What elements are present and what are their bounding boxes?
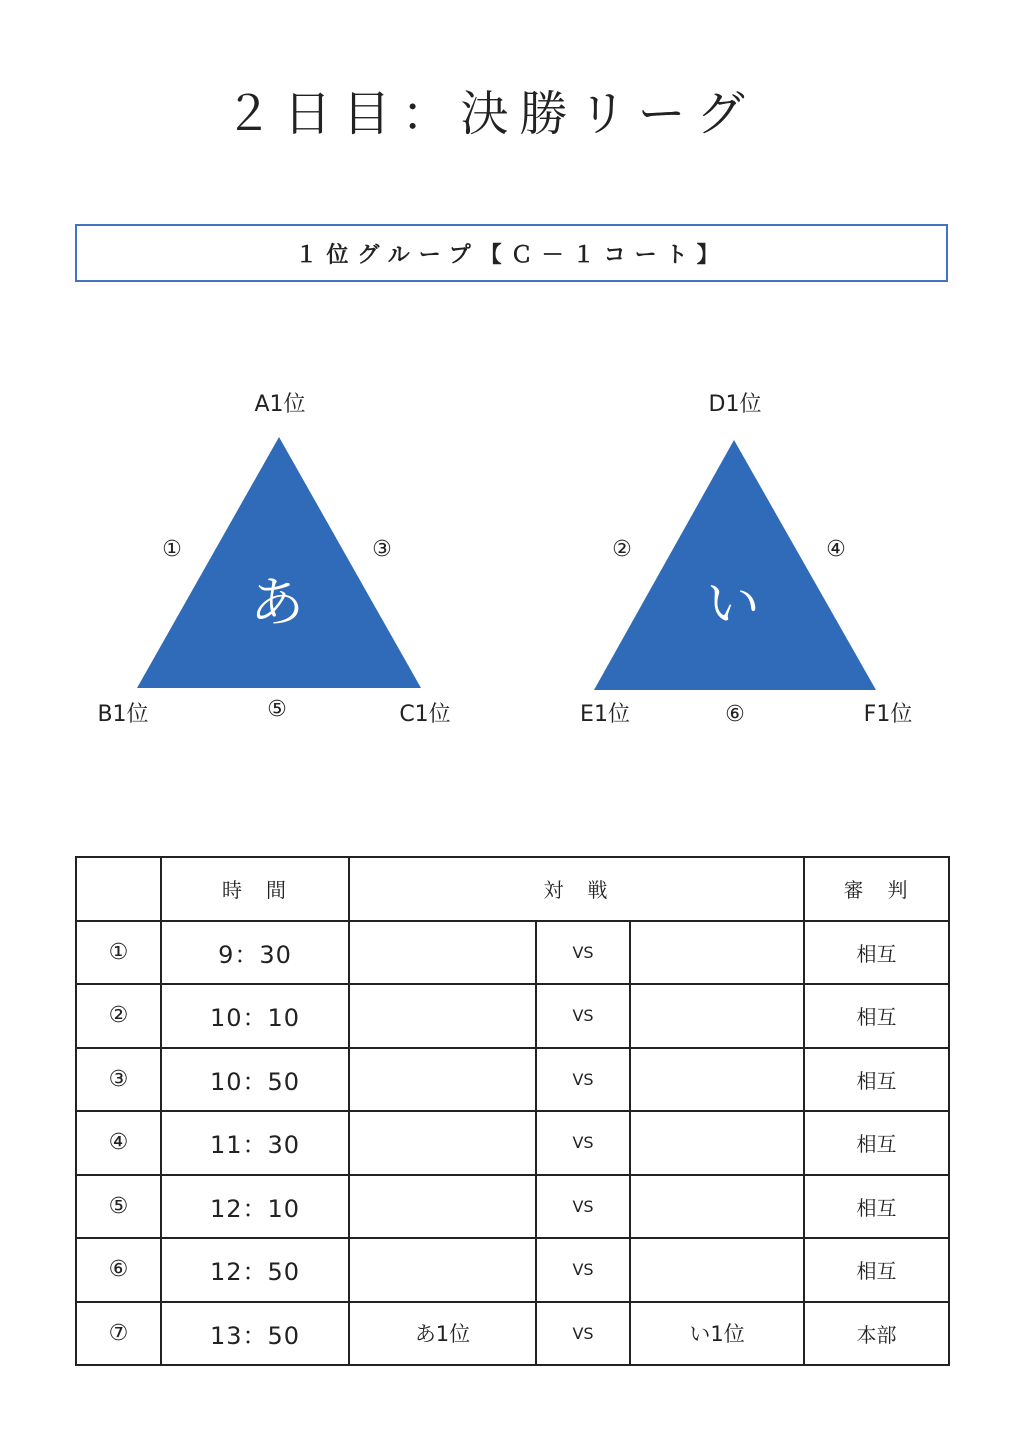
match-time: 12：10 (161, 1175, 349, 1239)
referee-cell: 相互 (804, 1048, 949, 1112)
match-number: ⑥ (76, 1238, 161, 1302)
team-a-cell (349, 1111, 536, 1175)
header-match: 対 戦 (349, 857, 804, 921)
league-i-right-team: F1位 (863, 702, 913, 727)
team-b-cell (630, 1111, 804, 1175)
league-i-right-match: ④ (826, 537, 846, 562)
league-i-bottom-match: ⑥ (725, 702, 745, 727)
referee-cell: 相互 (804, 1111, 949, 1175)
header-number-cell (76, 857, 161, 921)
league-a-right-team: C1位 (399, 702, 451, 727)
match-time: 13：50 (161, 1302, 349, 1366)
schedule-row (76, 984, 949, 1048)
schedule-row (76, 1175, 949, 1239)
team-a-cell (349, 1238, 536, 1302)
match-time: 10：10 (161, 984, 349, 1048)
team-a-cell: あ1位 (349, 1302, 536, 1366)
team-a-cell (349, 1048, 536, 1112)
league-i-triangle (594, 440, 876, 690)
match-number: ② (76, 984, 161, 1048)
team-b-cell (630, 1175, 804, 1239)
match-number: ① (76, 921, 161, 985)
referee-cell: 本部 (804, 1302, 949, 1366)
schedule-row (76, 1238, 949, 1302)
vs-label: VS (536, 921, 630, 985)
schedule-header-row (76, 857, 949, 921)
vs-label: VS (536, 1048, 630, 1112)
schedule-row (76, 921, 949, 985)
league-a-left-match: ① (162, 537, 182, 562)
match-time: 10：50 (161, 1048, 349, 1112)
schedule-row (76, 1048, 949, 1112)
referee-cell: 相互 (804, 1175, 949, 1239)
schedule-row (76, 1302, 949, 1366)
match-number: ⑦ (76, 1302, 161, 1366)
league-i-name: い (706, 572, 760, 635)
league-a-right-match: ③ (372, 537, 392, 562)
referee-cell: 相互 (804, 1238, 949, 1302)
group-header-label: １位グループ【Ｃ－１コート】 (295, 242, 728, 268)
team-b-cell (630, 1048, 804, 1112)
referee-cell: 相互 (804, 921, 949, 985)
vs-label: VS (536, 984, 630, 1048)
team-b-cell (630, 921, 804, 985)
match-number: ④ (76, 1111, 161, 1175)
header-referee: 審 判 (804, 857, 949, 921)
match-time: 9：30 (161, 921, 349, 985)
league-i-left-match: ② (612, 537, 632, 562)
league-a-name: あ (250, 571, 304, 634)
team-a-cell (349, 921, 536, 985)
team-b-cell (630, 984, 804, 1048)
league-a-bottom-match: ⑤ (267, 697, 287, 722)
team-a-cell (349, 984, 536, 1048)
schedule-row (76, 1111, 949, 1175)
schedule-table (75, 856, 950, 1366)
league-a-top-team: A1位 (254, 392, 306, 417)
referee-cell: 相互 (804, 984, 949, 1048)
team-b-cell: い1位 (630, 1302, 804, 1366)
group-header-box (75, 224, 948, 282)
vs-label: VS (536, 1175, 630, 1239)
page-title: ２日目：決勝リーグ (224, 86, 756, 142)
vs-label: VS (536, 1111, 630, 1175)
match-number: ③ (76, 1048, 161, 1112)
match-number: ⑤ (76, 1175, 161, 1239)
header-time: 時 間 (161, 857, 349, 921)
vs-label: VS (536, 1238, 630, 1302)
match-time: 11：30 (161, 1111, 349, 1175)
team-b-cell (630, 1238, 804, 1302)
league-i-top-team: D1位 (708, 392, 762, 417)
league-a-left-team: B1位 (97, 702, 149, 727)
league-i-left-team: E1位 (580, 702, 630, 727)
vs-label: VS (536, 1302, 630, 1366)
match-time: 12：50 (161, 1238, 349, 1302)
team-a-cell (349, 1175, 536, 1239)
